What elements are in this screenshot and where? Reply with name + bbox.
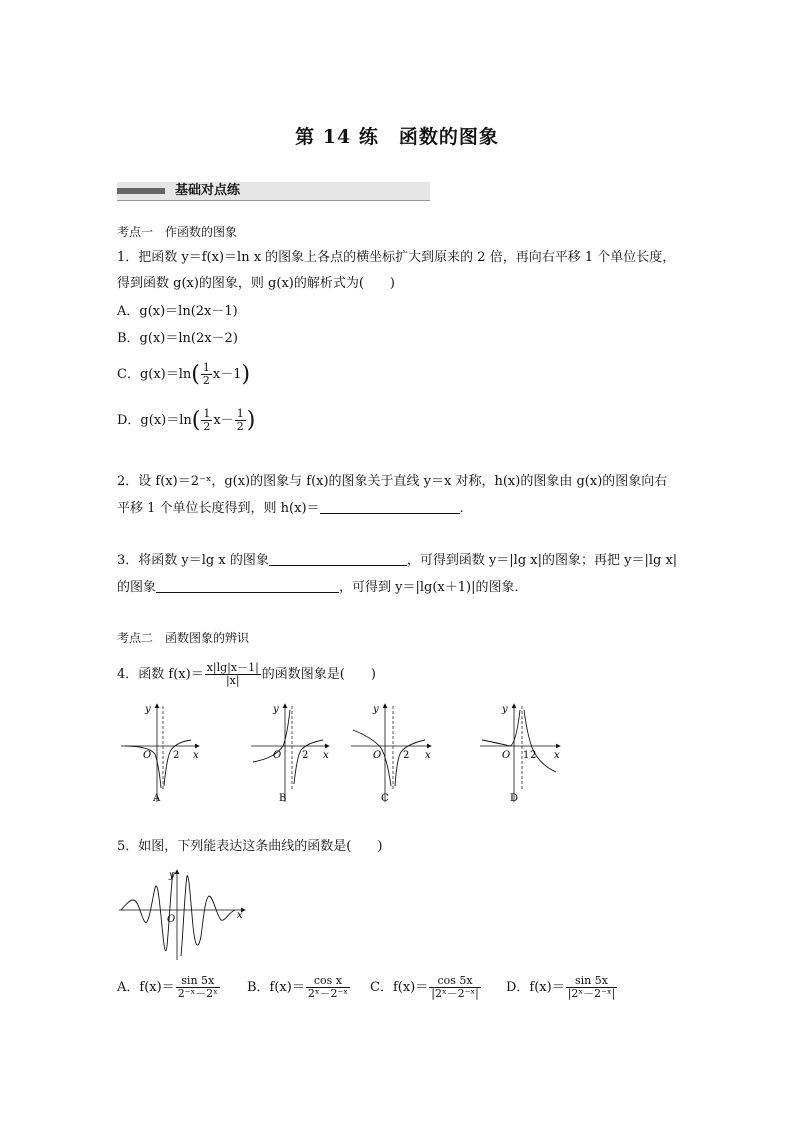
q1-option-a: A．g(x)＝ln(2x－1) [117, 304, 238, 319]
q2-stem-line2-end: . [459, 501, 464, 516]
q3-answer-blank-1[interactable] [269, 551, 407, 566]
q5-option-a-num: sin 5x [176, 975, 220, 988]
x-label: x [237, 910, 243, 921]
q1-option-d-mid: x－ [213, 413, 234, 428]
curve-right [395, 740, 425, 786]
q1-option-c-den: 2 [202, 374, 210, 387]
q5-option-b-den: 2ˣ－2⁻ˣ [307, 987, 348, 1000]
tick-2-label: 2 [302, 750, 309, 761]
q5-option-d [506, 975, 618, 1000]
q1-option-d-num2: 1 [236, 407, 244, 420]
y-label: y [273, 704, 279, 715]
section-label: 基础对点练 [175, 183, 241, 198]
q1-option-d-num1: 1 [203, 407, 211, 420]
knowledge-point-1: 考点一 作函数的图象 [117, 225, 238, 239]
origin-label: O [167, 914, 176, 925]
curve-left [121, 872, 176, 951]
q5-option-b [247, 975, 351, 1000]
knowledge-point-2: 考点二 函数图象的辨识 [117, 631, 250, 645]
origin-label: O [373, 750, 382, 761]
q5-option-d-num: sin 5x [566, 975, 618, 988]
x-label: x [193, 750, 199, 761]
q4-fraction-num: x|lg|x－1| [206, 661, 259, 674]
origin-label: O [143, 750, 152, 761]
q5-option-d-prefix: D．f(x)＝ [506, 980, 565, 995]
tick-2-label: 2 [530, 750, 537, 761]
q1-option-c-tail: x－1 [212, 367, 242, 382]
tick-1-label: 1 [523, 750, 530, 761]
q5-curve-graph [115, 866, 250, 962]
q1-option-d-fraction1 [201, 408, 212, 433]
q5-stem: 5．如图，下列能表达这条曲线的函数是( ) [117, 839, 383, 854]
curve-right [164, 740, 191, 786]
q3-answer-blank-2[interactable] [156, 578, 339, 593]
section-header [117, 182, 430, 201]
section-bar-accent [117, 188, 165, 194]
tick-2-label: 2 [173, 750, 180, 761]
curve-left [253, 710, 290, 762]
q5-option-b-num: cos x [306, 975, 350, 988]
q1-option-d-den1: 2 [203, 420, 211, 433]
q4-stem-post: 的函数图象是( ) [261, 667, 376, 682]
q1-option-d-fraction2 [235, 408, 246, 433]
q5-option-b-prefix: B．f(x)＝ [247, 980, 305, 995]
y-label: y [373, 704, 379, 715]
q5-option-a-prefix: A．f(x)＝ [117, 980, 175, 995]
q3-line2-pre: 的图象 [117, 580, 157, 595]
tick-2-label: 2 [403, 750, 410, 761]
graph-option-d[interactable] [476, 700, 566, 806]
y-label: y [502, 704, 508, 715]
q3-line1-pre: 3．将函数 y＝lg x 的图象 [117, 553, 269, 568]
q5-option-c-den: |2ˣ－2⁻ˣ| [431, 987, 479, 1000]
graph-option-b[interactable] [245, 700, 335, 806]
q1-option-d-den2: 2 [236, 420, 244, 433]
graph-b-caption: B [279, 793, 287, 804]
q3-stem-line1 [117, 551, 677, 571]
q2-stem-line2-text: 平移 1 个单位长度得到，则 h(x)＝ [117, 501, 320, 516]
q3-line2-post: ，可得到 y＝|lg(x＋1)|的图象． [339, 580, 528, 595]
q2-stem-line1: 2．设 f(x)＝2⁻ˣ，g(x)的图象与 f(x)的图象关于直线 y＝x 对称，h(x)的图象由 g(x)的图象向右 [117, 474, 668, 489]
graph-c-caption: C [381, 793, 389, 804]
q1-option-c-prefix: C．g(x)＝ln [117, 367, 192, 382]
origin-label: O [273, 750, 282, 761]
graph-option-c[interactable] [347, 700, 437, 806]
q5-option-c [370, 975, 482, 1000]
curve-right [181, 876, 235, 956]
y-label: y [169, 870, 175, 881]
q1-option-c-fraction [201, 362, 212, 387]
q4-stem [117, 662, 376, 687]
q1-option-d-prefix: D．g(x)＝ln [117, 413, 192, 428]
q1-stem-line2: 得到函数 g(x)的图象，则 g(x)的解析式为( ) [117, 276, 396, 291]
q5-option-a [117, 975, 221, 1000]
page-title: 第 14 练 函数的图象 [295, 126, 499, 148]
q4-fraction-den: |x| [225, 674, 240, 687]
q5-option-a-den: 2⁻ˣ－2ˣ [177, 987, 218, 1000]
graph-a-caption: A [153, 793, 161, 804]
q3-stem-line2 [117, 578, 527, 598]
q3-line1-post: ，可得到函数 y＝|lg x|的图象；再把 y＝|lg x| [406, 553, 678, 568]
curve-right [524, 710, 556, 772]
q2-stem-line2 [117, 499, 464, 519]
y-label: y [145, 704, 151, 715]
curve-right [294, 740, 323, 784]
q1-option-c-num: 1 [202, 361, 210, 374]
q1-stem-line1: 1．把函数 y＝f(x)＝ln x 的图象上各点的横坐标扩大到原来的 2 倍，再向右平移 1 个单位长度， [117, 250, 676, 265]
q4-stem-pre: 4．函数 f(x)＝ [117, 667, 204, 682]
q1-option-d: D．g(x)＝ln( $\frac{1}{2}$ x－ $\frac{1}{2}$ ) [117, 407, 256, 433]
q5-option-c-prefix: C．f(x)＝ [370, 980, 429, 995]
q4-fraction [205, 662, 261, 687]
q5-option-c-fraction [429, 975, 481, 1000]
q5-option-b-fraction [306, 975, 350, 1000]
x-label: x [323, 750, 329, 761]
q2-answer-blank[interactable] [320, 499, 460, 514]
q1-option-c: C．g(x)＝ln( $\frac{1}{2}$ x－1) [117, 361, 251, 387]
q5-option-a-fraction [176, 975, 220, 1000]
origin-label: O [502, 750, 511, 761]
graph-option-a[interactable] [115, 700, 205, 806]
q5-option-c-num: cos 5x [429, 975, 481, 988]
q1-option-b: B．g(x)＝ln(2x－2) [117, 331, 238, 346]
graph-d-caption: D [510, 793, 519, 804]
x-label: x [425, 750, 431, 761]
q5-option-d-den: |2ˣ－2⁻ˣ| [567, 987, 616, 1000]
x-label: x [554, 750, 560, 761]
q5-option-d-fraction [566, 975, 618, 1000]
